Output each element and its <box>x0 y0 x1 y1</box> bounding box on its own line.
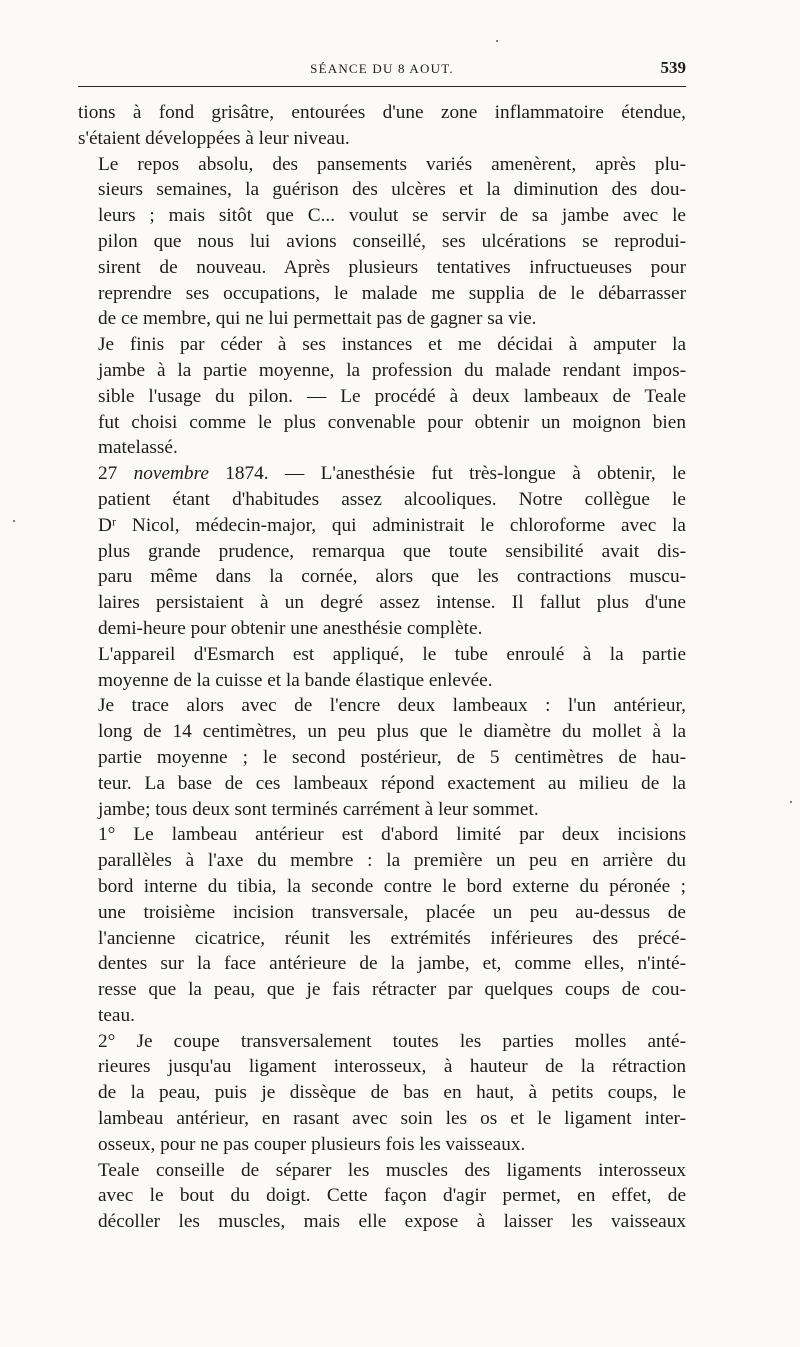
text-line: avec le bout du doigt. Cette façon d'agir permet, en effet, de <box>98 1185 686 1207</box>
text-line: jambe à la partie moyenne, la profession du malade rendant impos- <box>98 359 686 381</box>
paragraph <box>78 822 686 1028</box>
print-speck <box>496 40 498 42</box>
paragraph <box>78 332 686 461</box>
text-line: Le repos absolu, des pansements variés amenèrent, après plu- <box>98 153 686 175</box>
date-month: novembre <box>133 463 209 485</box>
text-line: fut choisi comme le plus convenable pour obtenir un moignon bien <box>98 411 686 433</box>
text-line: dentes sur la face antérieure de la jambe, et, comme elles, n'inté- <box>98 953 686 975</box>
text-line: laires persistaient à un degré assez intense. Il fallut plus d'une <box>98 592 686 614</box>
body-text <box>78 100 686 1235</box>
paragraph <box>78 1029 686 1158</box>
running-header <box>78 58 686 87</box>
text-line <box>78 461 686 487</box>
text-line: tions à fond grisâtre, entourées d'une zone inflammatoire étendue, <box>78 102 686 123</box>
text-line: l'ancienne cicatrice, réunit les extrémités inférieures des précé- <box>98 927 686 949</box>
text-line: une troisième incision transversale, placée un peu au-dessus de <box>98 901 686 923</box>
text-line: paru même dans la cornée, alors que les contractions muscu- <box>98 566 686 588</box>
paragraph <box>78 152 686 333</box>
text-line: teau. <box>98 1004 135 1026</box>
text-line: sieurs semaines, la guérison des ulcères et la diminution des dou- <box>98 179 686 201</box>
text-line: leurs ; mais sitôt que C... voulut se servir de sa jambe avec le <box>98 205 686 227</box>
text-line: bord interne du tibia, la seconde contre le bord externe du péronée ; <box>98 875 686 897</box>
print-speck <box>790 801 792 803</box>
text-line: osseux, pour ne pas couper plusieurs fois les vaisseaux. <box>98 1133 526 1155</box>
text-line: matelassé. <box>98 437 178 459</box>
text-line: lambeau antérieur, en rasant avec soin les os et le ligament inter- <box>98 1108 686 1130</box>
text-line: 2° Je coupe transversalement toutes les parties molles anté- <box>98 1030 686 1052</box>
text-line: de la peau, puis je dissèque de bas en haut, à petits coups, le <box>98 1082 686 1104</box>
text-line: sible l'usage du pilon. — Le procédé à deux lambeaux de Teale <box>98 385 686 407</box>
paragraph <box>78 461 686 642</box>
text-line: rieures jusqu'au ligament interosseux, à hauteur de la rétraction <box>98 1056 686 1078</box>
text-line-rest: 1874. — L'anesthésie fut très-longue à obtenir, le <box>208 463 686 485</box>
text-line: moyenne de la cuisse et la bande élastique enlevée. <box>98 669 493 691</box>
text-line: jambe; tous deux sont terminés carrément à leur sommet. <box>98 798 539 820</box>
text-line: Dʳ Nicol, médecin-major, qui administrait le chloroforme avec la <box>98 514 686 536</box>
paragraph <box>78 100 686 152</box>
text-line: 1° Le lambeau antérieur est d'abord limité par deux incisions <box>98 824 686 846</box>
text-line: partie moyenne ; le second postérieur, de 5 centimètres de hau- <box>98 746 686 768</box>
text-line: décoller les muscles, mais elle expose à laisser les vaisseaux <box>98 1211 686 1233</box>
text-line: long de 14 centimètres, un peu plus que le diamètre du mollet à la <box>98 721 686 743</box>
text-line: s'étaient développées à leur niveau. <box>78 127 350 149</box>
paragraph <box>78 693 686 822</box>
date-day: 27 <box>98 463 134 485</box>
text-line: reprendre ses occupations, le malade me supplia de le débarrasser <box>98 282 686 304</box>
text-line: de ce membre, qui ne lui permettait pas de gagner sa vie. <box>98 308 537 330</box>
text-line: pilon que nous lui avions conseillé, ses ulcérations se reprodui- <box>98 230 686 252</box>
page-number: 539 <box>660 58 686 77</box>
text-line: teur. La base de ces lambeaux répond exactement au milieu de la <box>98 772 686 794</box>
text-line: patient étant d'habitudes assez alcooliques. Notre collègue le <box>98 488 686 510</box>
print-speck <box>13 520 15 522</box>
text-line: demi-heure pour obtenir une anesthésie complète. <box>98 617 483 639</box>
text-line: sirent de nouveau. Après plusieurs tentatives infructueuses pour <box>98 256 686 278</box>
text-line: Je trace alors avec de l'encre deux lambeaux : l'un antérieur, <box>98 695 686 717</box>
text-line: Teale conseille de séparer les muscles des ligaments interosseux <box>98 1159 686 1181</box>
text-line: L'appareil d'Esmarch est appliqué, le tube enroulé à la partie <box>98 643 686 665</box>
paragraph <box>78 1158 686 1235</box>
book-page <box>78 58 686 1235</box>
text-line: Je finis par céder à ses instances et me décidai à amputer la <box>98 334 686 356</box>
text-line: plus grande prudence, remarqua que toute sensibilité avait dis- <box>98 540 686 562</box>
running-title: SÉANCE DU 8 AOUT. <box>310 61 454 76</box>
text-line: resse que la peau, que je fais rétracter par quelques coups de cou- <box>98 979 686 1001</box>
paragraph <box>78 642 686 694</box>
text-line: parallèles à l'axe du membre : la première un peu en arrière du <box>98 850 686 872</box>
